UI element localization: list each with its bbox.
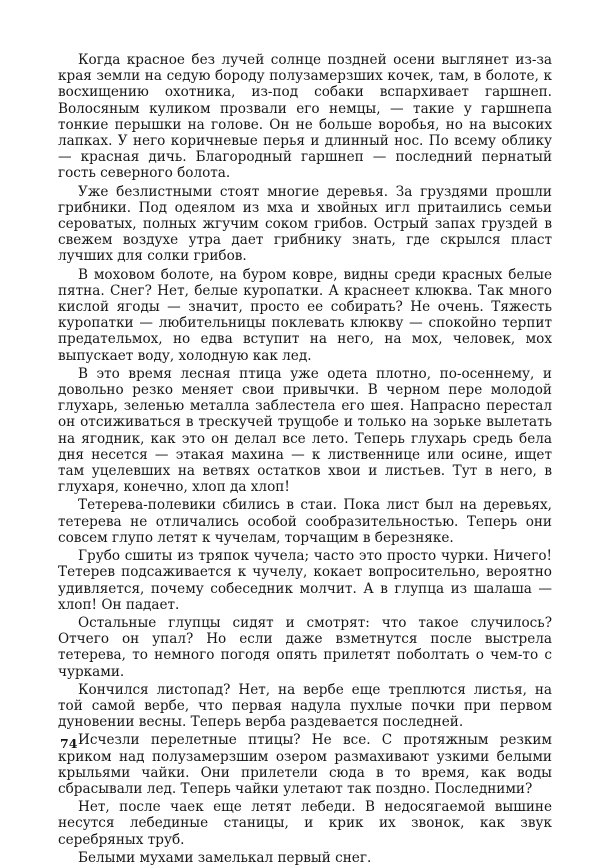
paragraph-swans: Нет, после чаек еще летят лебеди. В недосягаемой вышине несутся лебединые станицы, и крик их звонок, как звук серебряных труб.	[58, 799, 552, 848]
page-number: 74	[60, 736, 78, 751]
paragraph-remaining-birds: Остальные глупцы сидят и смотрят: что такое случилось? Отчего он упал? Но если даже взметнутся после выстрела тетерева, то немного погодя опять прилетят поболтать о чем-то с чурками.	[58, 614, 552, 680]
page-body	[58, 52, 552, 868]
paragraph-mushrooms: Уже безлистными стоят многие деревья. За груздями прошли грибники. Под одеялом из мха и хвойных игл притаились семьи сероватых, полных жгучим соком грибов. Острый запах груздей в свежем воздухе утра дает грибнику знать, где скрылся пласт лучших для солки грибов.	[58, 183, 552, 265]
paragraph-first-snow: Белыми мухами замелькал первый снег.	[78, 849, 372, 866]
paragraph-gulls: Исчезли перелетные птицы? Не все. С протяжным резким криком над полузамерзшим озером размахивают узкими белыми крыльями чайки. Они прилетели сюда в то время, как воды сбрасывали лед. Теперь чайки улетают так поздно. Последними?	[58, 732, 552, 797]
paragraph-black-grouse: Тетерева-полевики сбились в стаи. Пока лист был на деревьях, тетерева не отличались особой сообразительностью. Теперь они совсем глупо летят к чучелам, торчащим в березняке.	[58, 497, 552, 546]
paragraph-capercaillie: В это время лесная птица уже одета плотно, по-осеннему, и довольно резко меняет свои привычки. В черном пере молодой глухарь, зеленью металла заблестела его шея. Напрасно перестал он отсиживаться в трескучей трущобе и только на зорьке вылетать на ягодник, как это он делал все лето. Теперь глухарь средь бела дня несется — этакая махина — к лиственнице или осине, ищет там уцелевших на ветвях остатков хвои и листьев. Тут в него, в глухаря, конечно, хлоп да хлоп!	[58, 365, 552, 496]
paragraph-cranberry-bog: В моховом болоте, на буром ковре, видны среди красных белые пятна. Снег? Нет, белые куропатки. А краснеет клюква. Так много кислой ягоды — значит, просто ее собирать? Не очень. Тяжесть куропатки — любительницы поклевать клюкву — спокойно терпит предательмох, но едва вступит на него, на мох, человек, мох выпускает воду, холодную как лед.	[58, 266, 552, 364]
paragraph-gharshnep: Когда красное без лучей солнце поздней осени выглянет из-за края земли на седую бороду полузамерзших кочек, там, в болоте, к восхищению охотника, из-под собаки вспархивает гаршнеп. Волосяным куликом прозвали его немцы, — такие у гаршнепа тонкие перышки на голове. Он не больше воробья, но на высоких лапках. У него коричневые перья и длинный нос. По всему облику — красная дичь. Благородный гаршнеп — последний пернатый гость северного болота.	[58, 52, 552, 182]
paragraph-leaf-fall: Кончился листопад? Нет, на вербе еще треплются листья, на той самой вербе, что первая надула пухлые почки при первом дуновении весны. Теперь верба раздевается последней.	[58, 681, 552, 731]
paragraph-decoys: Грубо сшиты из тряпок чучела; часто это просто чурки. Ничего! Тетерев подсаживается к чучелу, кокает вопросительно, вероятно удивляется, почему собеседник молчит. А в глупца из шалаша — хлоп! Он падает.	[58, 548, 552, 613]
